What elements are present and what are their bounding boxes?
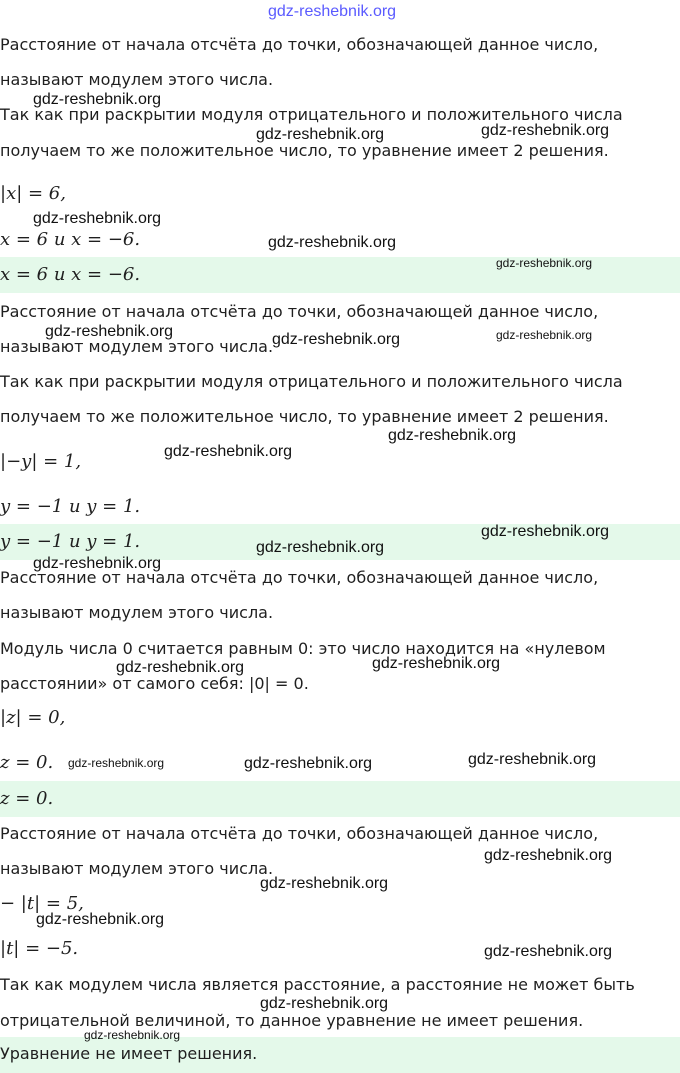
- equation-1: − |t| = 5,: [0, 893, 84, 914]
- watermark: gdz-reshebnik.org: [33, 91, 162, 108]
- answer-text: x = 6 и x = −6.: [0, 264, 141, 285]
- watermark: gdz-reshebnik.org: [68, 756, 165, 770]
- explanation-line-1: Модуль числа 0 считается равным 0: это число находится на «нулевом: [0, 639, 606, 658]
- watermark: gdz-reshebnik.org: [164, 443, 293, 460]
- watermark: gdz-reshebnik.org: [45, 323, 174, 340]
- definition-line-1: Расстояние от начала отсчёта до точки, обозначающей данное число,: [0, 824, 599, 843]
- equation-2: x = 6 и x = −6.: [0, 229, 141, 250]
- watermark: gdz-reshebnik.org: [468, 751, 597, 768]
- watermark: gdz-reshebnik.org: [268, 3, 397, 20]
- answer-box: [0, 781, 680, 817]
- watermark: gdz-reshebnik.org: [272, 331, 401, 348]
- watermark: gdz-reshebnik.org: [372, 655, 501, 672]
- explanation-line-2: получаем то же положительное число, то уравнение имеет 2 решения.: [0, 141, 609, 160]
- watermark: gdz-reshebnik.org: [256, 539, 385, 556]
- explanation-line-2: получаем то же положительное число, то уравнение имеет 2 решения.: [0, 407, 609, 426]
- definition-line-1: Расстояние от начала отсчёта до точки, обозначающей данное число,: [0, 302, 599, 321]
- definition-line-2: называют модулем этого числа.: [0, 859, 274, 878]
- watermark: gdz-reshebnik.org: [484, 943, 613, 960]
- watermark: gdz-reshebnik.org: [484, 847, 613, 864]
- watermark: gdz-reshebnik.org: [36, 911, 165, 928]
- explanation-line-2: отрицательной величиной, то данное уравнение не имеет решения.: [0, 1011, 584, 1030]
- watermark: gdz-reshebnik.org: [244, 755, 373, 772]
- definition-line-1: Расстояние от начала отсчёта до точки, обозначающей данное число,: [0, 35, 599, 54]
- answer-text: Уравнение не имеет решения.: [0, 1044, 258, 1063]
- answer-box: [0, 1037, 680, 1073]
- explanation-line-1: Так как модулем числа является расстояние, а расстояние не может быть: [0, 975, 635, 994]
- watermark: gdz-reshebnik.org: [33, 210, 162, 227]
- equation-1: |x| = 6,: [0, 183, 66, 204]
- watermark: gdz-reshebnik.org: [496, 256, 593, 270]
- equation-2: z = 0.: [0, 752, 54, 773]
- watermark: gdz-reshebnik.org: [388, 427, 517, 444]
- definition-line-1: Расстояние от начала отсчёта до точки, обозначающей данное число,: [0, 568, 599, 587]
- watermark: gdz-reshebnik.org: [260, 875, 389, 892]
- watermark: gdz-reshebnik.org: [116, 659, 245, 676]
- definition-line-2: называют модулем этого числа.: [0, 337, 274, 356]
- watermark: gdz-reshebnik.org: [268, 234, 397, 251]
- watermark: gdz-reshebnik.org: [84, 1028, 181, 1042]
- watermark: gdz-reshebnik.org: [260, 995, 389, 1012]
- definition-line-2: называют модулем этого числа.: [0, 70, 274, 89]
- explanation-line-1: Так как при раскрытии модуля отрицательного и положительного числа: [0, 105, 623, 124]
- watermark: gdz-reshebnik.org: [256, 126, 385, 143]
- equation-2: y = −1 и y = 1.: [0, 496, 141, 517]
- watermark: gdz-reshebnik.org: [481, 122, 610, 139]
- answer-text: z = 0.: [0, 788, 54, 809]
- explanation-line-1: Так как при раскрытии модуля отрицательного и положительного числа: [0, 372, 623, 391]
- watermark: gdz-reshebnik.org: [481, 523, 610, 540]
- equation-1: |−y| = 1,: [0, 451, 82, 472]
- equation-1: |z| = 0,: [0, 707, 66, 728]
- answer-text: y = −1 и y = 1.: [0, 531, 141, 552]
- definition-line-2: называют модулем этого числа.: [0, 603, 274, 622]
- equation-2: |t| = −5.: [0, 938, 79, 959]
- watermark: gdz-reshebnik.org: [496, 328, 593, 342]
- explanation-line-2: расстоянии» от самого себя: |0| = 0.: [0, 674, 309, 693]
- watermark: gdz-reshebnik.org: [33, 555, 162, 572]
